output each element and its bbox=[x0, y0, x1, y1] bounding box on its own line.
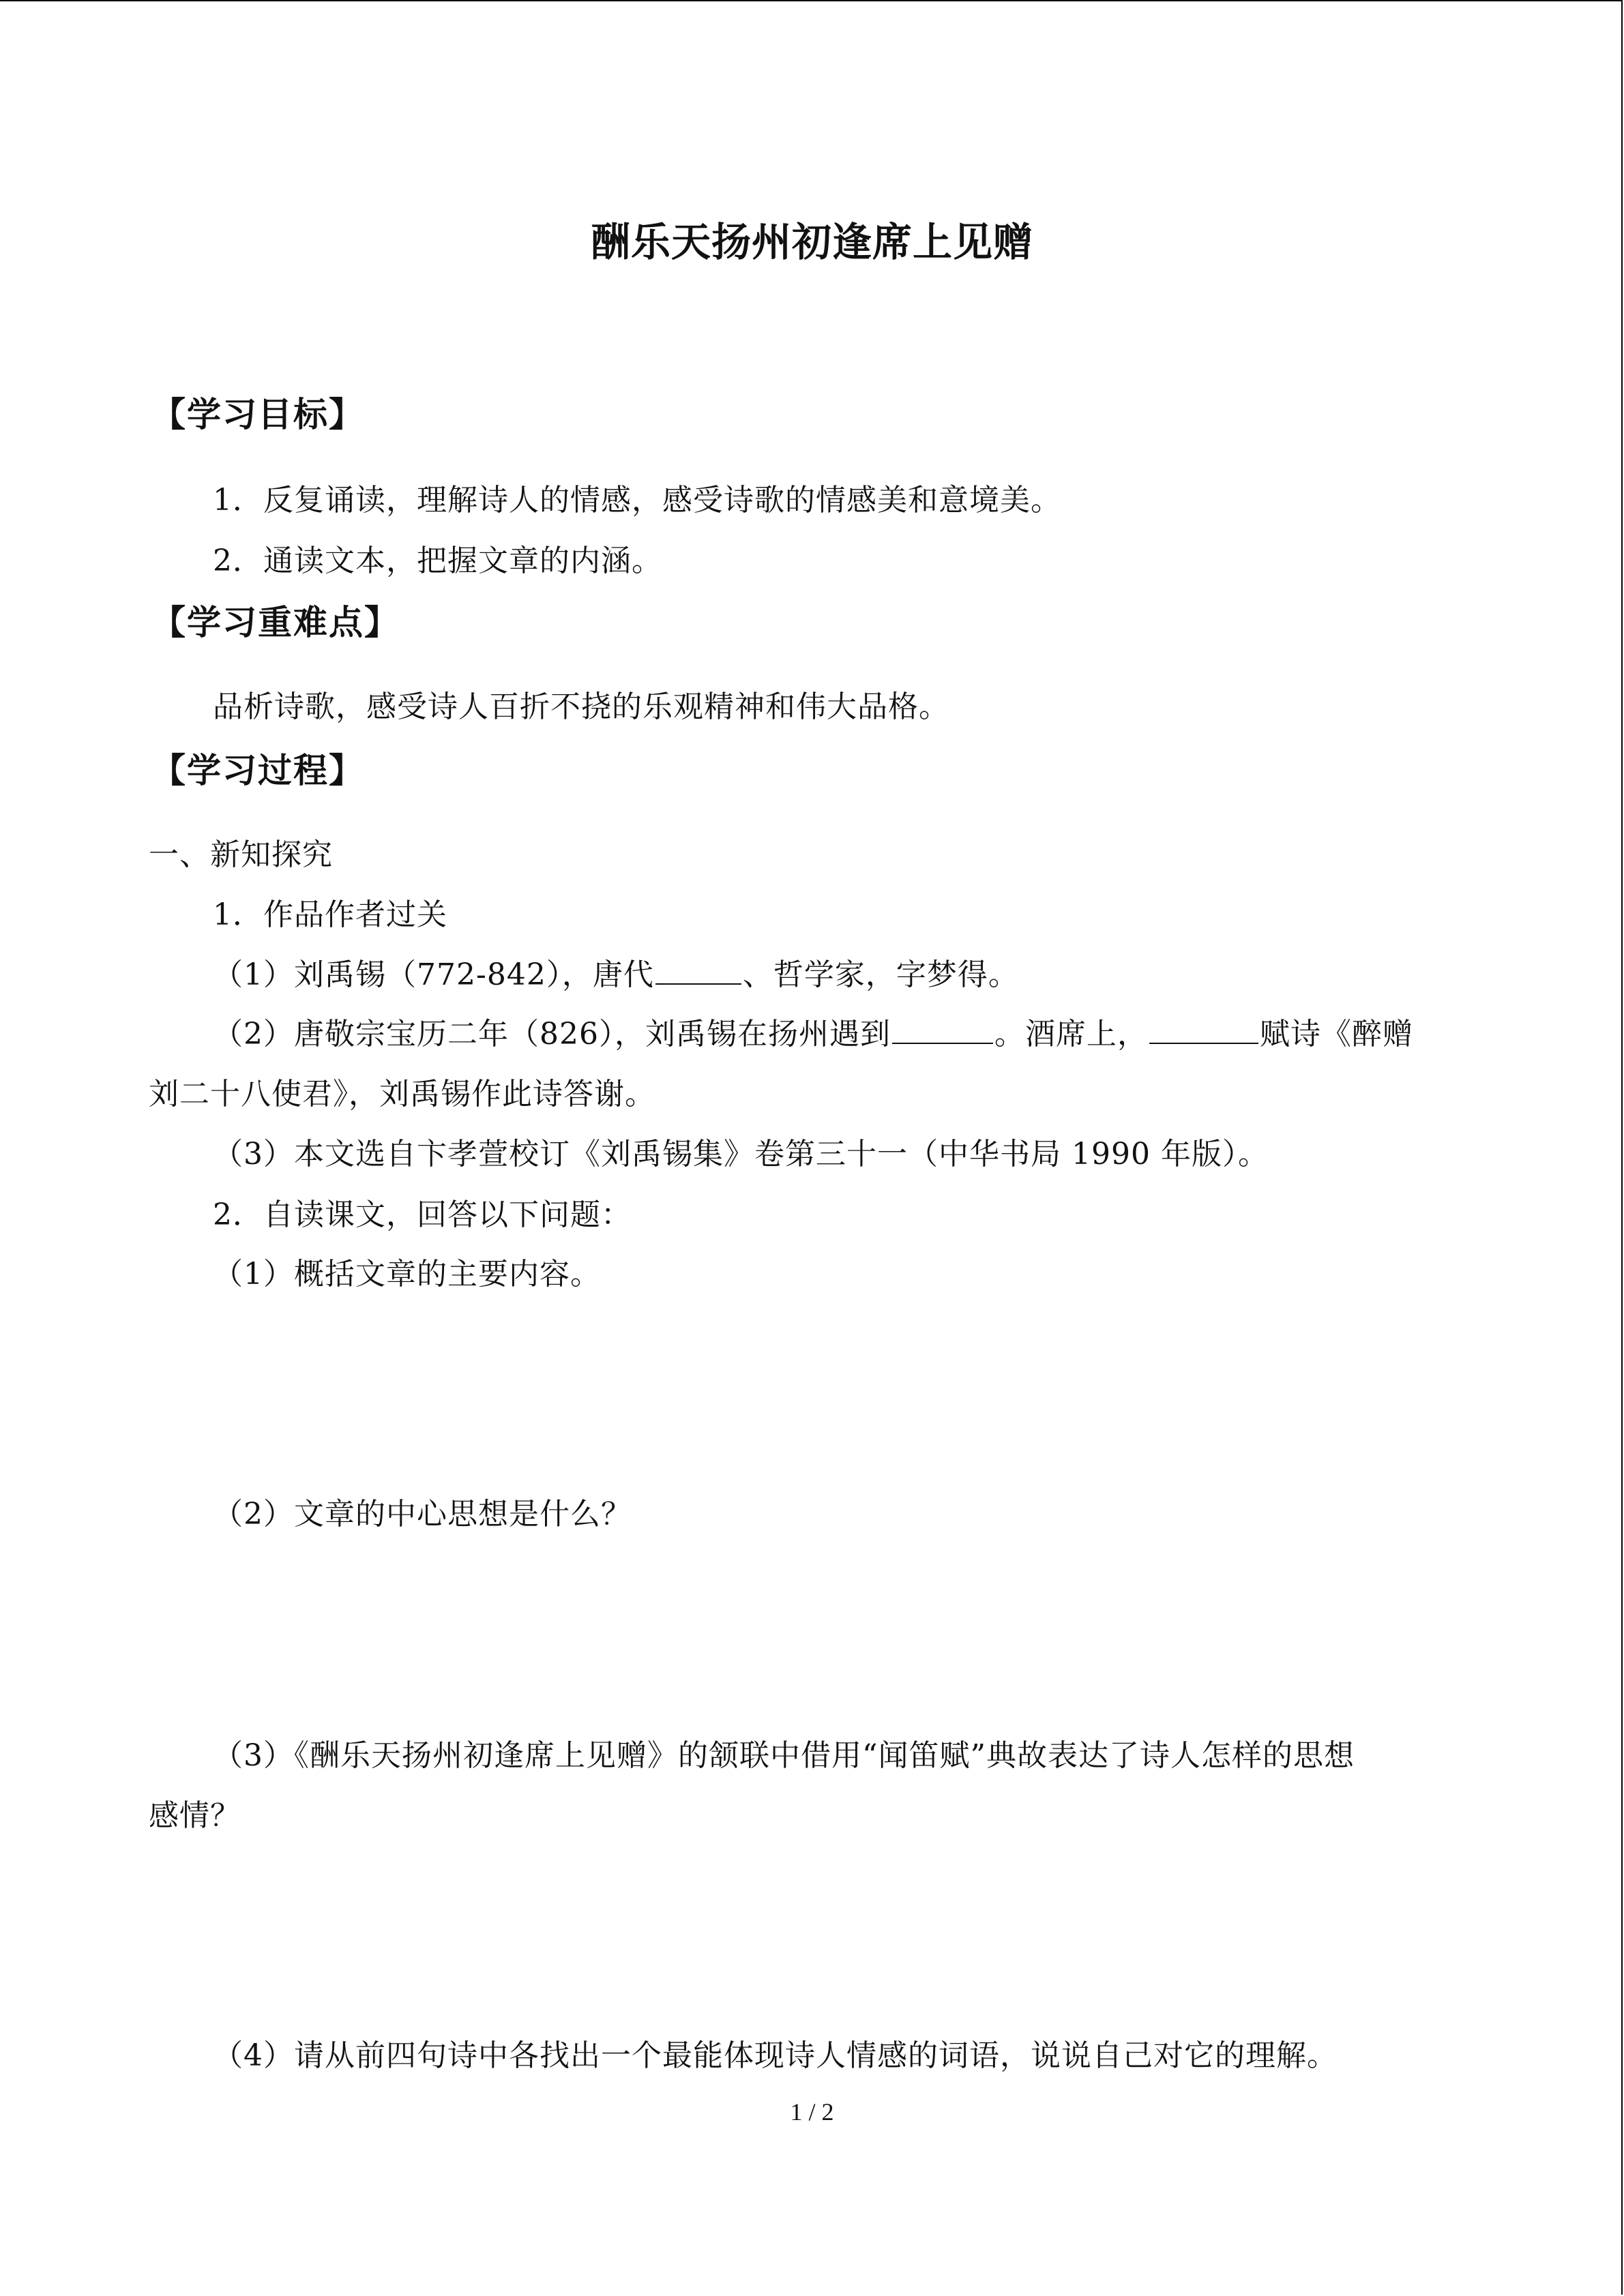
page-title: 酬乐天扬州初逢席上见赠 bbox=[590, 219, 1033, 265]
fill-blank-2[interactable] bbox=[892, 1018, 993, 1044]
item-author-check: 1．作品作者过关 bbox=[213, 897, 447, 932]
fill-blank-1[interactable] bbox=[655, 959, 741, 985]
question-2-continued: 刘二十八使君》，刘禹锡作此诗答谢。 bbox=[149, 1077, 655, 1112]
reading-question-3: （3）《酬乐天扬州初逢席上见赠》的颔联中借用“闻笛赋”典故表达了诗人怎样的思想 bbox=[213, 1738, 1355, 1773]
goals-heading: 【学习目标】 bbox=[151, 395, 364, 434]
question-3: （3）本文选自卞孝萱校订《刘禹锡集》卷第三十一（中华书局 1990 年版）。 bbox=[213, 1137, 1269, 1172]
goal-item-2: 2．通读文本，把握文章的内涵。 bbox=[213, 543, 662, 578]
part-heading-new-knowledge: 一、新知探究 bbox=[149, 837, 333, 872]
key-points-text: 品析诗歌，感受诗人百折不挠的乐观精神和伟大品格。 bbox=[213, 689, 949, 724]
question-2-text-c: 赋诗《醉赠 bbox=[1259, 1017, 1413, 1052]
question-2-text-b: 。酒席上， bbox=[994, 1017, 1148, 1052]
page-number: 1 / 2 bbox=[790, 2098, 834, 2126]
question-1-text-b: 、哲学家，字梦得。 bbox=[742, 957, 1019, 992]
item-self-reading: 2．自读课文，回答以下问题： bbox=[213, 1197, 632, 1232]
question-1-text-a: （1）刘禹锡（772-842），唐代 bbox=[213, 957, 654, 992]
fill-blank-3[interactable] bbox=[1149, 1018, 1258, 1044]
reading-question-1: （1）概括文章的主要内容。 bbox=[213, 1257, 601, 1292]
question-2-text-a: （2）唐敬宗宝历二年（826），刘禹锡在扬州遇到 bbox=[213, 1017, 891, 1052]
question-2 bbox=[213, 1009, 1413, 1053]
key-points-heading: 【学习重难点】 bbox=[151, 603, 400, 642]
reading-question-3-continued: 感情？ bbox=[149, 1798, 241, 1833]
question-1 bbox=[213, 950, 1019, 994]
reading-question-2: （2）文章的中心思想是什么？ bbox=[213, 1497, 632, 1532]
process-heading: 【学习过程】 bbox=[151, 751, 364, 790]
reading-question-4: （4）请从前四句诗中各找出一个最能体现诗人情感的词语，说说自己对它的理解。 bbox=[213, 2038, 1338, 2073]
goal-item-1: 1．反复诵读，理解诗人的情感，感受诗歌的情感美和意境美。 bbox=[213, 483, 1061, 518]
